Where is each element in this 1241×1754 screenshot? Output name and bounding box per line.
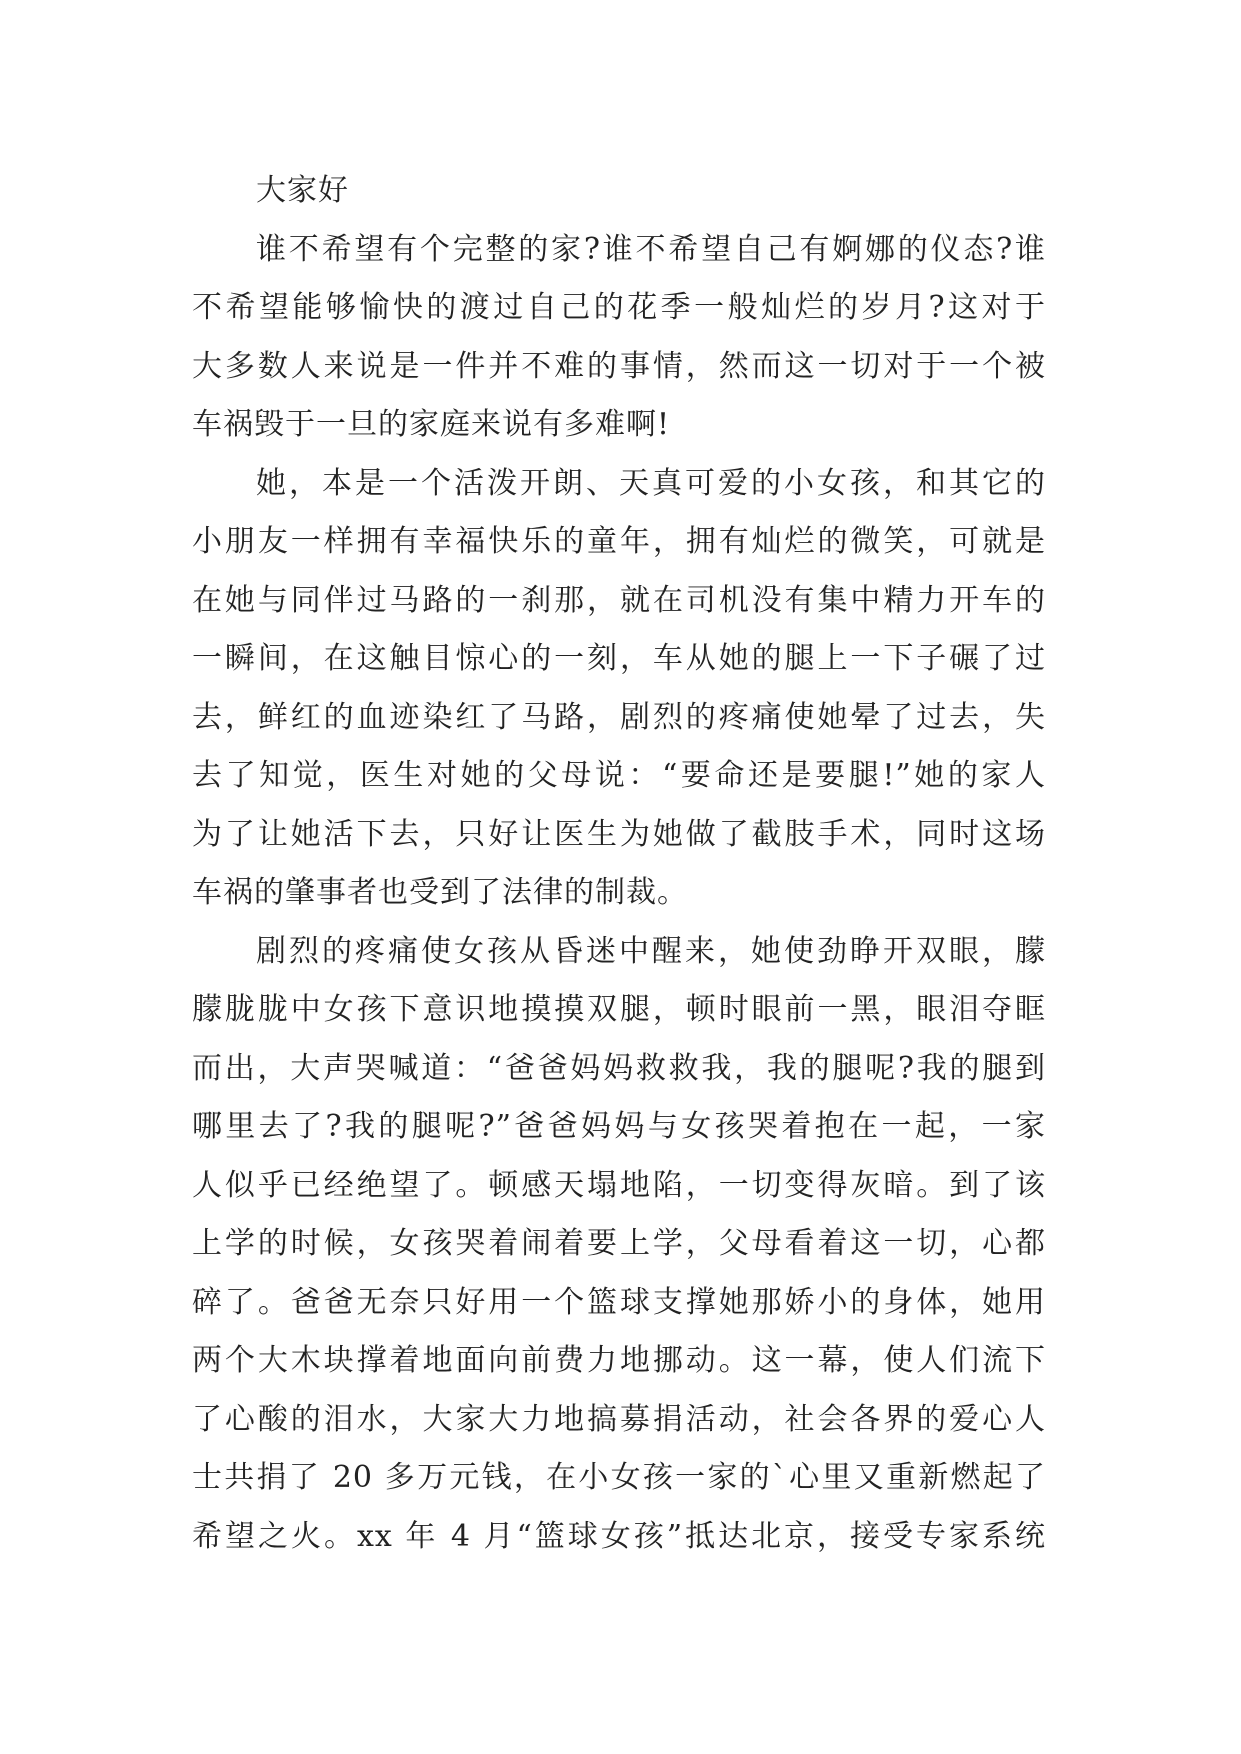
- paragraph-2: [192, 455, 1046, 923]
- paragraph-line: 车祸的肇事者也受到了法律的制裁。: [192, 875, 688, 910]
- paragraph-line: 不希望能够愉快的渡过自己的花季一般灿烂的岁月?这对于: [192, 290, 1046, 325]
- paragraph-line: 士共捐了 20 多万元钱，在小女孩一家的`心里又重新燃起了: [192, 1460, 1046, 1495]
- paragraph-line: 而出，大声哭喊道：“爸爸妈妈救救我，我的腿呢?我的腿到: [192, 1050, 1046, 1086]
- paragraph-line: 小朋友一样拥有幸福快乐的童年，拥有灿烂的微笑，可就是: [192, 524, 1046, 559]
- paragraph-line: 在她与同伴过马路的一刹那，就在司机没有集中精力开车的: [192, 582, 1046, 618]
- paragraph-line: 谁不希望有个完整的家?谁不希望自己有婀娜的仪态?谁: [256, 231, 1046, 267]
- paragraph-line: 大多数人来说是一件并不难的事情，然而这一切对于一个被: [192, 348, 1046, 384]
- paragraph-line: 上学的时候，女孩哭着闹着要上学，父母看着这一切，心都: [192, 1226, 1046, 1261]
- paragraph-line: 她，本是一个活泼开朗、天真可爱的小女孩，和其它的: [256, 465, 1046, 501]
- paragraph-line: 去了知觉，医生对她的父母说：“要命还是要腿!”她的家人: [192, 758, 1046, 793]
- paragraph-line: 去，鲜红的血迹染红了马路，剧烈的疼痛使她晕了过去，失: [192, 699, 1046, 735]
- paragraph-line: 了心酸的泪水，大家大力地搞募捐活动，社会各界的爱心人: [192, 1401, 1046, 1437]
- paragraph-line: 车祸毁于一旦的家庭来说有多难啊!: [192, 407, 671, 442]
- document-body: [192, 162, 1046, 1566]
- paragraph-line: 希望之火。xx 年 4 月“篮球女孩”抵达北京，接受专家系统: [192, 1518, 1046, 1554]
- paragraph-3: [192, 923, 1046, 1567]
- paragraph-line: 一瞬间，在这触目惊心的一刻，车从她的腿上一下子碾了过: [192, 641, 1046, 676]
- paragraph-line: 人似乎已经绝望了。顿感天塌地陷，一切变得灰暗。到了该: [192, 1167, 1046, 1203]
- paragraph-line: 两个大木块撑着地面向前费力地挪动。这一幕，使人们流下: [192, 1343, 1046, 1378]
- paragraph-line: 哪里去了?我的腿呢?”爸爸妈妈与女孩哭着抱在一起，一家: [192, 1109, 1046, 1144]
- paragraph-line: 碎了。爸爸无奈只好用一个篮球支撑她那娇小的身体，她用: [192, 1284, 1046, 1320]
- paragraph-1: [192, 221, 1046, 455]
- greeting-line: 大家好: [256, 173, 349, 208]
- paragraph-line: 朦胧胧中女孩下意识地摸摸双腿，顿时眼前一黑，眼泪夺眶: [192, 992, 1046, 1027]
- paragraph-line: 剧烈的疼痛使女孩从昏迷中醒来，她使劲睁开双眼，朦: [256, 933, 1046, 969]
- paragraph-line: 为了让她活下去，只好让医生为她做了截肢手术，同时这场: [192, 816, 1046, 852]
